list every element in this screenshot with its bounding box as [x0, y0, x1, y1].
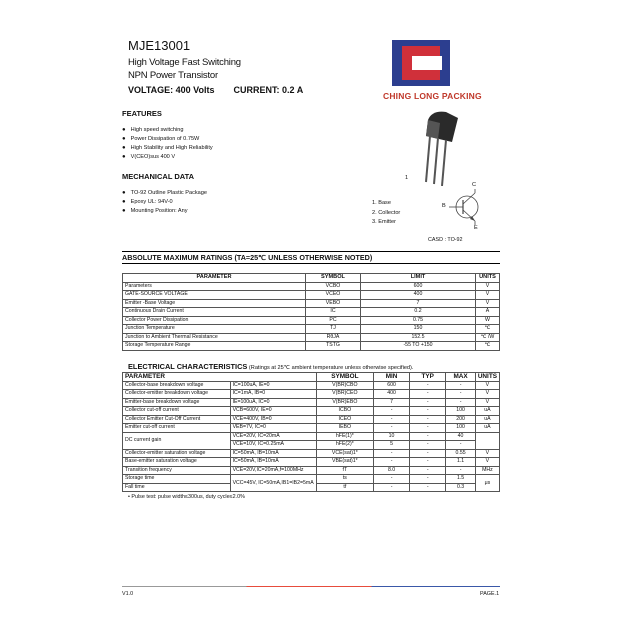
table-cell: Collector-emitter saturation voltage	[123, 449, 231, 458]
col-header: UNITS	[476, 274, 500, 283]
table-cell: VCE=400V, IB=0	[230, 415, 316, 424]
features-list	[122, 126, 213, 162]
table-row	[123, 407, 500, 416]
mechanical-heading: MECHANICAL DATA	[122, 172, 195, 181]
voltage-rating: VOLTAGE: 400 Volts	[128, 85, 215, 95]
table-cell: 7	[374, 398, 410, 407]
abs-max-table	[122, 273, 500, 351]
table-cell: 1.5	[446, 475, 476, 484]
table-cell: -	[446, 390, 476, 399]
col-header	[230, 373, 316, 382]
table-cell: VCE=20V,IC=20mA,f=100MHz	[230, 466, 316, 475]
list-item: ● Epoxy UL: 94V-0	[122, 198, 207, 207]
company-logo-icon	[392, 40, 450, 86]
table-cell: Junction Temperature	[123, 325, 306, 334]
table-cell: W	[476, 316, 500, 325]
table-cell: IC=50mA, IB=10mA	[230, 458, 316, 467]
table-cell: RθJA	[306, 333, 361, 342]
table-row	[123, 390, 500, 399]
table-cell: V	[476, 291, 500, 300]
table-row	[123, 282, 500, 291]
table-cell: -	[410, 441, 446, 450]
table-cell: uA	[475, 415, 499, 424]
table-cell: ICEO	[316, 415, 373, 424]
table-cell: V	[475, 398, 499, 407]
pin-list	[372, 199, 400, 228]
table-cell: -	[410, 381, 446, 390]
elec-heading	[128, 362, 413, 371]
part-number: MJE13001	[128, 38, 191, 53]
table-cell: -	[410, 398, 446, 407]
table-cell: -55 TO +150	[361, 342, 476, 351]
table-cell: 400	[374, 390, 410, 399]
table-cell: Emitter -Base Voltage	[123, 299, 306, 308]
table-cell: 10	[374, 432, 410, 441]
emitter-terminal-label: E	[474, 225, 478, 231]
table-cell: hFE(2)*	[316, 441, 373, 450]
current-rating: CURRENT: 0.2 A	[233, 85, 304, 95]
table-row	[123, 415, 500, 424]
col-header: SYMBOL	[316, 373, 373, 382]
table-cell: VCBO	[306, 282, 361, 291]
table-cell: IC=50mA, IB=10mA	[230, 449, 316, 458]
table-cell: -	[374, 475, 410, 484]
col-header: LIMIT	[361, 274, 476, 283]
collector-terminal-label: C	[472, 182, 477, 188]
table-cell: 0.55	[446, 449, 476, 458]
table-cell: uA	[475, 424, 499, 433]
table-cell: VEB=7V, IC=0	[230, 424, 316, 433]
table-cell: V	[475, 390, 499, 399]
elec-title-note: (Ratings at 25℃ ambient temperature unless otherwise specified).	[248, 365, 414, 371]
table-row	[123, 381, 500, 390]
table-cell: VCB=600V, IE=0	[230, 407, 316, 416]
table-cell: -	[374, 458, 410, 467]
table-cell: -	[410, 424, 446, 433]
elec-table	[122, 372, 500, 492]
table-cell: -	[410, 432, 446, 441]
table-cell: Fall time	[123, 483, 231, 492]
table-cell: V	[476, 282, 500, 291]
to92-package-icon	[418, 106, 468, 186]
table-cell: -	[410, 458, 446, 467]
table-cell: V	[475, 381, 499, 390]
table-row	[123, 342, 500, 351]
divider	[122, 251, 500, 252]
table-row	[123, 325, 500, 334]
table-row	[123, 333, 500, 342]
elec-title: ELECTRICAL CHARACTERISTICS	[128, 362, 248, 371]
table-cell: 7	[361, 299, 476, 308]
table-cell: IEBO	[316, 424, 373, 433]
table-cell: -	[374, 449, 410, 458]
table-cell: V	[476, 299, 500, 308]
table-cell: Emitter cut-off current	[123, 424, 231, 433]
table-cell: V(BR)CBO	[316, 381, 373, 390]
table-cell: Base-emitter saturation voltage	[123, 458, 231, 467]
col-header: UNITS	[475, 373, 499, 382]
table-row	[123, 475, 500, 484]
pulse-test-footnote: • Pulse test: pulse width≤300us, duty cycle≤2.0%	[128, 494, 245, 500]
version-label: V1.0	[122, 591, 134, 597]
col-header: SYMBOL	[306, 274, 361, 283]
subtitle-line2: NPN Power Transistor	[128, 70, 218, 81]
table-cell: VCE(sat)1*	[316, 449, 373, 458]
table-cell: Collector Power Dissipation	[123, 316, 306, 325]
table-cell: ℃	[476, 342, 500, 351]
table-cell: Storage Temperature Range	[123, 342, 306, 351]
table-cell: -	[410, 390, 446, 399]
table-cell: VBE(sat)1*	[316, 458, 373, 467]
list-item: ● TO-92 Outline Plastic Package	[122, 189, 207, 198]
table-row	[123, 316, 500, 325]
table-cell: -	[410, 415, 446, 424]
col-header: TYP	[410, 373, 446, 382]
table-cell: 152.5	[361, 333, 476, 342]
table-cell: -	[374, 424, 410, 433]
pin-item: 2. Collector	[372, 209, 401, 216]
divider	[122, 263, 500, 264]
page-label: PAGE.1	[480, 591, 500, 597]
table-cell: tf	[316, 483, 373, 492]
table-cell: 400	[361, 291, 476, 300]
table-cell: -	[410, 475, 446, 484]
table-cell: -	[410, 483, 446, 492]
features-heading: FEATURES	[122, 109, 162, 118]
list-item: ● High speed switching	[122, 126, 213, 135]
table-cell: 600	[374, 381, 410, 390]
table-cell: IC	[306, 308, 361, 317]
table-cell: ℃ /W	[476, 333, 500, 342]
table-cell: 0.2	[361, 308, 476, 317]
table-cell: 5	[374, 441, 410, 450]
table-cell: 150	[361, 325, 476, 334]
col-header: PARAMETER	[123, 274, 306, 283]
table-cell: 0.75	[361, 316, 476, 325]
table-cell: V	[475, 449, 499, 458]
list-item: ● Mounting Position: Any	[122, 207, 207, 216]
table-cell: -	[446, 398, 476, 407]
table-cell: Emitter-base breakdown voltage	[123, 398, 231, 407]
table-cell: Transition frequency	[123, 466, 231, 475]
table-row	[123, 458, 500, 467]
table-cell: VCEO	[306, 291, 361, 300]
table-cell: VCE=10V, IC=0.25mA	[230, 441, 316, 450]
table-row	[123, 449, 500, 458]
table-cell: -	[446, 381, 476, 390]
table-cell: 100	[446, 407, 476, 416]
table-cell: 1.1	[446, 458, 476, 467]
table-cell: V(BR)EBO	[316, 398, 373, 407]
table-cell: -	[446, 441, 476, 450]
table-header-row	[123, 373, 500, 382]
table-cell: DC current gain	[123, 432, 231, 449]
table-cell: IC=100uA, IE=0	[230, 381, 316, 390]
table-cell: 200	[446, 415, 476, 424]
pin-item: 3. Emitter	[372, 219, 396, 225]
table-cell: Parameters	[123, 282, 306, 291]
table-cell: PC	[306, 316, 361, 325]
table-cell: ICBO	[316, 407, 373, 416]
list-item: ● V(CEO)sus 400 V	[122, 153, 213, 162]
table-cell: Junction to Ambient Thermal Resistance	[123, 333, 306, 342]
list-item: ● High Stability and High Reliability	[122, 144, 213, 153]
table-cell: VCE=20V, IC=20mA	[230, 432, 316, 441]
table-cell: ℃	[476, 325, 500, 334]
table-cell: Collector cut-off current	[123, 407, 231, 416]
voltage-current-line	[128, 85, 303, 95]
table-cell: uA	[475, 407, 499, 416]
table-cell: -	[410, 466, 446, 475]
table-cell: -	[374, 407, 410, 416]
table-cell: MHz	[475, 466, 499, 475]
table-row	[123, 398, 500, 407]
table-row	[123, 291, 500, 300]
table-cell: GATE-SOURCE VOLTAGE	[123, 291, 306, 300]
table-cell: V(BR)CEO	[316, 390, 373, 399]
table-cell: Continuous Drain Current	[123, 308, 306, 317]
table-row	[123, 424, 500, 433]
table-cell: hFE(1)*	[316, 432, 373, 441]
list-item: ● Power Dissipation of 0.75W	[122, 135, 213, 144]
table-cell: 600	[361, 282, 476, 291]
col-header: MIN	[374, 373, 410, 382]
npn-transistor-symbol-icon	[449, 189, 485, 225]
table-cell: -	[446, 466, 476, 475]
table-cell: 8.0	[374, 466, 410, 475]
pin1-label: 1	[405, 175, 409, 181]
table-row	[123, 299, 500, 308]
brand-name: CHING LONG PACKING	[383, 91, 482, 101]
table-row	[123, 466, 500, 475]
table-cell: μs	[475, 475, 499, 492]
subtitle-line1: High Voltage Fast Switching	[128, 57, 241, 68]
table-cell: A	[476, 308, 500, 317]
table-cell: V	[475, 458, 499, 467]
mechanical-list	[122, 189, 207, 216]
footer-divider	[122, 586, 500, 587]
table-cell: Collector Emitter Cut-Off Current	[123, 415, 231, 424]
table-cell: -	[374, 415, 410, 424]
col-header: MAX	[446, 373, 476, 382]
base-terminal-label: B	[442, 203, 446, 209]
table-cell: IE=100uA, IC=0	[230, 398, 316, 407]
table-cell: -	[410, 449, 446, 458]
table-cell: -	[374, 483, 410, 492]
table-cell: ts	[316, 475, 373, 484]
pin-item: 1. Base	[372, 200, 391, 206]
table-cell: TSTG	[306, 342, 361, 351]
table-cell: -	[410, 407, 446, 416]
table-cell: VCC=45V, IC=50mA,IB1=IB2=5mA	[230, 475, 316, 492]
table-cell: IC=1mA, IB=0	[230, 390, 316, 399]
table-cell: 0.3	[446, 483, 476, 492]
table-cell	[475, 432, 499, 449]
case-label: CASD : TO-92	[428, 237, 463, 243]
col-header: PARAMETER	[123, 373, 231, 382]
table-row	[123, 432, 500, 441]
table-cell: Storage time	[123, 475, 231, 484]
table-cell: 40	[446, 432, 476, 441]
table-cell: Collector-emitter breakdown voltage	[123, 390, 231, 399]
table-cell: fT	[316, 466, 373, 475]
table-cell: TJ	[306, 325, 361, 334]
table-cell: Collector-base breakdown voltage	[123, 381, 231, 390]
table-cell: VEBO	[306, 299, 361, 308]
table-row	[123, 308, 500, 317]
table-cell: 100	[446, 424, 476, 433]
table-header-row	[123, 274, 500, 283]
abs-max-heading: ABSOLUTE MAXIMUM RATINGS (TA=25℃ UNLESS OTHERWISE NOTED)	[122, 253, 373, 262]
